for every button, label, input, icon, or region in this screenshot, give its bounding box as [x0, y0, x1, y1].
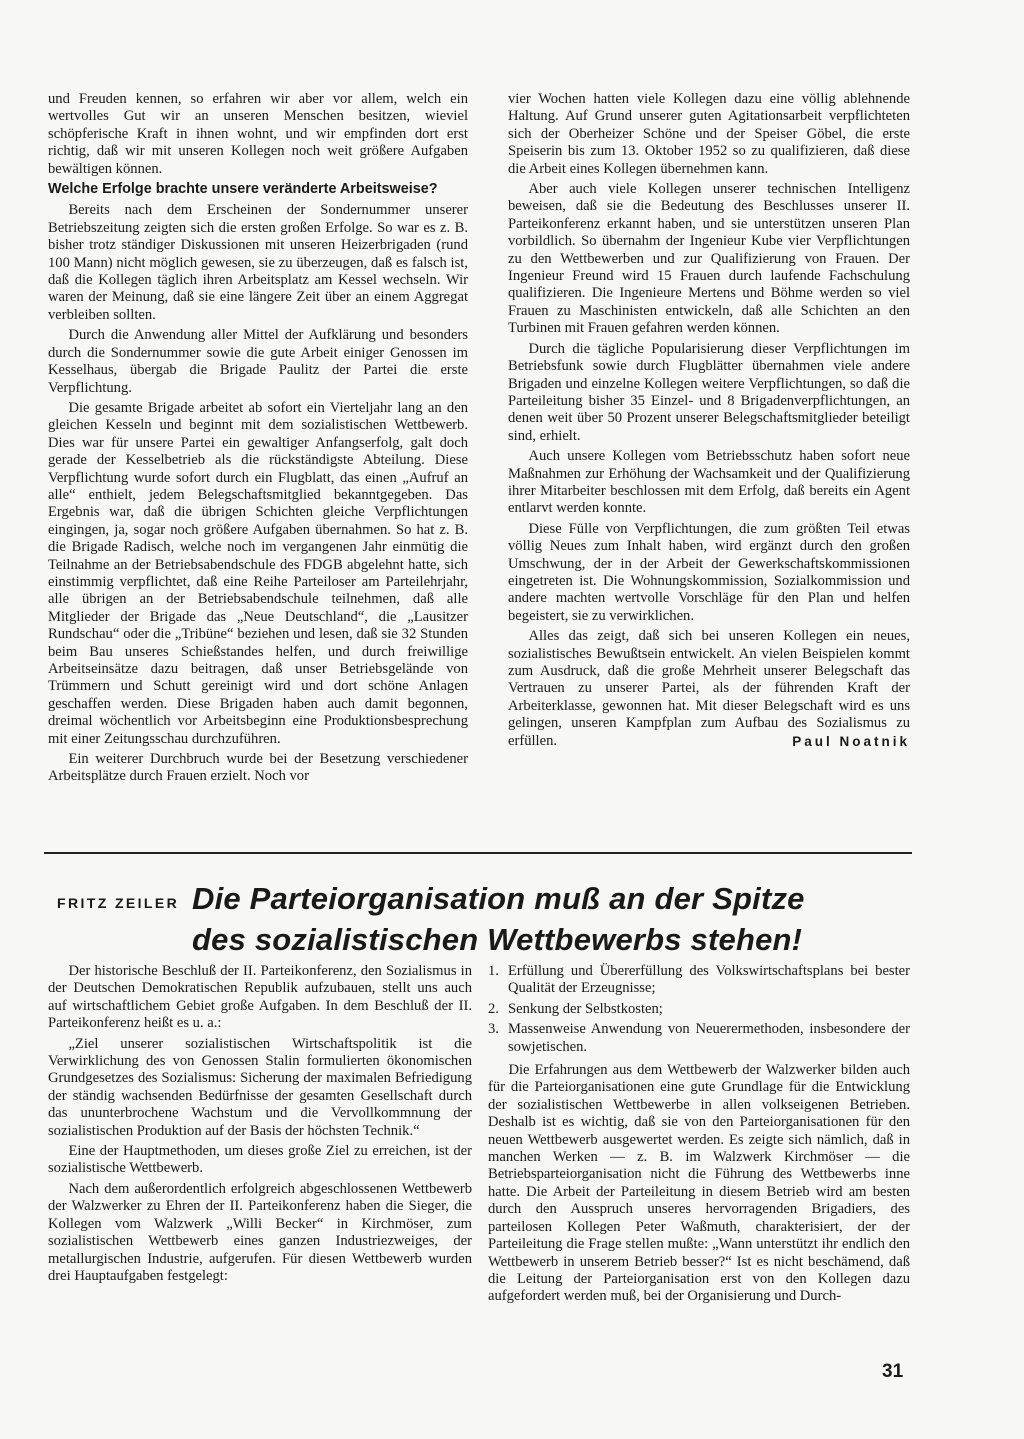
paragraph: Ein weiterer Durchbruch wurde bei der Besetzung verschiedener Arbeitsplätze durch Frauen erzielt. Noch vor [48, 751, 468, 785]
paragraph: vier Wochen hatten viele Kollegen dazu eine völlig ablehnende Haltung. Auf Grund unserer guten Agitationsarbeit verpflichteten sich der Oberheizer Schöne und der Speiser Göbel, die erste Speiserin bis zum 13. Oktober 1952 so zu qualifizieren, daß diese die Arbeit eines Kollegen übernehmen kann. [508, 91, 910, 177]
page-number: 31 [882, 1361, 904, 1382]
top-article-left-column [48, 91, 468, 789]
list-number: 2. [488, 1000, 499, 1017]
paragraph-text: Alles das zeigt, daß sich bei unseren Kollegen ein neues, sozialistisches Bewußtsein entwickelt. An vielen Beispielen kommt zum Ausdruck, daß die große Mehrheit unserer Belegschaft das Vertrauen zu unserer Partei, als der führenden Kraft der Arbeiterklasse, gewonnen hat. Mit dieser Belegschaft wird es uns gelingen, unseren Kampfplan zum Aufbau des Sozialismus zu erfüllen. [508, 628, 910, 749]
list-item [488, 963, 910, 998]
paragraph: Nach dem außerordentlich erfolgreich abgeschlossenen Wettbewerb der Walzwerker zu Ehren der II. Parteikonferenz haben die Sieger, die Kollegen vom Walzwerk „Willi Becker“ in Kirchmöser, zum sozialistischen Wettbewerb eines ganzen Industriezweiges, der metallurgischen Industrie, aufgerufen. Für diesen Wettbewerb wurden drei Hauptaufgaben festgelegt: [48, 1180, 472, 1284]
top-article-right-column [508, 91, 910, 753]
list-text: Senkung der Selbstkosten; [508, 1000, 663, 1017]
headline-line-2: des sozialistischen Wettbewerbs stehen! [192, 922, 803, 957]
paragraph: Aber auch viele Kollegen unserer technischen Intelligenz beweisen, daß sie die Bedeutung des Beschlusses unserer II. Parteikonferenz erkannt haben, und sie unterstützen unseren Plan vorbildlich. So übernahm der Ingenieur Kube vier Verpflichtungen zu den Wettbewerben und zur Qualifizierung von Frauen. Der Ingenieur Freund wird 15 Frauen durch laufende Fachschulung qualifizieren. Die Ingenieure Mertens und Böhme werden so viel Frauen zu Maschinisten entwickeln, daß alle Schichten an den Turbinen mit Frauen gefahren werden können. [508, 181, 910, 337]
article-author: FRITZ ZEILER [57, 895, 180, 911]
bottom-article-right-column [488, 963, 910, 1309]
list-number: 3. [488, 1021, 499, 1038]
paragraph: Die gesamte Brigade arbeitet ab sofort ein Vierteljahr lang an den gleichen Kesseln und beginnt mit dem sozialistischen Wettbewerb. Dies war für unsere Partei ein gewaltiger Anfangserfolg, galt doch gerade der Kesselbetrieb als die rückständigste Abteilung. Diese Verpflichtung wurde sofort durch ein Flugblatt, das einen „Aufruf an alle“ enthielt, jedem Belegschaftsmitglied bekanntgegeben. Das Ergebnis war, daß die übrigen Schichten gleiche Verpflichtungen eingingen, ja, sogar noch größere Aufgaben übernahmen. So hat z. B. die Brigade Radisch, welche noch im vergangenen Jahr einmütig die Teilnahme an der Betriebsabendschule des FDGB abgelehnt hatte, sich einstimmig verpflichtet, daß eine Reihe Parteiloser am Parteilehrjahr, alle übrigen an der Betriebsabendschule teilnehmen, daß alle Mitglieder der Brigade das „Neue Deutschland“, die „Lausitzer Rundschau“ oder die „Tribüne“ beziehen und lesen, daß sie 32 Stunden beim Bau unseres Schießstandes helfen, und durch freiwillige Arbeitseinsätze dazu beitragen, daß unser Betriebsgelände von Trümmern und Schutt gereinigt wird und dort schöne Anlagen geschaffen werden. Diese Brigaden haben auch damit begonnen, dreimal wöchentlich vor Arbeitsbeginn eine Produktionsbesprechung mit einer Zeitungsschau durchzuführen. [48, 399, 468, 747]
headline-line-1: Die Parteiorganisation muß an der Spitze [192, 881, 805, 916]
author-signature: Paul Noatnik [792, 733, 910, 749]
paragraph: Durch die Anwendung aller Mittel der Aufklärung und besonders durch die Sondernummer sowie die gute Arbeit einiger Genossen im Kesselhaus, übergab die Brigade Paulitz der Partei die erste Verpflichtung. [48, 327, 468, 396]
quotation: „Ziel unserer sozialistischen Wirtschaftspolitik ist die Verwirklichung des von Genossen Stalin formulierten ökonomischen Grundgesetzes des Sozialismus: Sicherung der maximalen Befriedigung der ständig wachsenden Bedürfnisse der gesamten Gesellschaft durch das ununterbrochene Wachstum und die Vervollkommnung der sozialistischen Produktion auf der Basis der höchsten Technik.“ [48, 1035, 472, 1139]
article-divider [44, 852, 912, 854]
paragraph: Der historische Beschluß der II. Parteikonferenz, den Sozialismus in der Deutschen Demokratischen Republik aufzubauen, stellt uns auch auf wirtschaftlichem Gebiet große Aufgaben. In dem Beschluß der II. Parteikonferenz heißt es u. a.: [48, 963, 472, 1032]
list-text: Massenweise Anwendung von Neuerermethoden, insbesondere der sowjetischen. [508, 1021, 910, 1055]
section-heading: Welche Erfolge brachte unsere veränderte Arbeitsweise? [48, 181, 438, 198]
bottom-article-left-column [48, 963, 472, 1288]
paragraph: Eine der Hauptmethoden, um dieses große Ziel zu erreichen, ist der sozialistische Wettbewerb. [48, 1143, 472, 1177]
list-item [488, 1021, 910, 1056]
paragraph: Die Erfahrungen aus dem Wettbewerb der Walzwerker bilden auch für die Parteiorganisationen eine gute Grundlage für die Entwicklung der sozialistischen Wettbewerbe in allen volkseigenen Betrieben. Deshalb ist es wichtig, daß sie von den Parteiorganisationen für den neuen Wettbewerb ausgewertet werden. Es zeigte sich nämlich, daß in manchen Werken — z. B. im Walzwerk Kirchmöser — die Betriebsparteiorganisation nicht die Führung des Wettbewerbs inne hatte. Die Arbeit der Parteileitung in diesem Betrieb wird am besten durch den Ausspruch unseres hervorragenden Brigadiers, des parteilosen Kollegen Peter Waßmuth, charakterisiert, der der Parteileitung die Frage stellen mußte: „Wann unterstützt ihr endlich den Wettbewerb in unserem Betrieb besser?“ Ist es nicht beschämend, daß die Leitung der Parteiorganisation erst von den Kollegen dazu aufgefordert werden muß, bei der Organisierung und Durch- [488, 1062, 910, 1305]
list-text: Erfüllung und Übererfüllung des Volkswirtschaftsplans bei bester Qualität der Erzeugnisse; [508, 963, 910, 997]
article-headline [192, 878, 912, 960]
paragraph-with-signature [508, 628, 910, 750]
paragraph: Durch die tägliche Popularisierung dieser Verpflichtungen im Betriebsfunk sowie durch Flugblätter übernahmen viele andere Brigaden und einzelne Kollegen weitere Verpflichtungen, so daß die Parteileitung bisher 35 Einzel- und 8 Brigadenverpflichtungen, an denen weit über 50 Prozent unserer Belegschaftsmitglieder beteiligt sind, erhielt. [508, 340, 910, 444]
list-number: 1. [488, 963, 499, 979]
paragraph: Diese Fülle von Verpflichtungen, die zum größten Teil etwas völlig Neues zum Inhalt haben, wird ergänzt durch den großen Umschwung, der in der Arbeit der Gewerkschaftskommissionen eingetreten ist. Die Wohnungskommission, Sozialkommission und andere machten wertvolle Vorschläge für den Plan und helfen begeistert, sie zu verwirklichen. [508, 520, 910, 624]
paragraph: Bereits nach dem Erscheinen der Sondernummer unserer Betriebszeitung zeigten sich die ersten großen Erfolge. So war es z. B. bisher trotz ständiger Diskussionen mit unseren Heizerbrigaden (rund 100 Mann) nicht möglich gewesen, sie zu überzeugen, daß es falsch ist, daß die Kollegen täglich ihren Arbeitsplatz am Kessel wechseln. Wir waren der Meinung, daß sie eine längere Zeit über an einem Aggregat verbleiben sollten. [48, 202, 468, 323]
list-item [488, 1001, 910, 1018]
task-list [488, 963, 910, 1056]
paragraph: und Freuden kennen, so erfahren wir aber vor allem, welch ein wertvolles Gut wir an unseren Menschen besitzen, wieviel schöpferische Kraft in ihnen wohnt, und wir empfinden dort erst richtig, daß wir mit unseren Kollegen noch weit größere Aufgaben bewältigen können. [48, 91, 468, 177]
paragraph: Auch unsere Kollegen vom Betriebsschutz haben sofort neue Maßnahmen zur Erhöhung der Wachsamkeit und der Qualifizierung ihrer Mitarbeiter beschlossen mit dem Erfolg, daß bereits ein Agent entlarvt werden konnte. [508, 448, 910, 517]
